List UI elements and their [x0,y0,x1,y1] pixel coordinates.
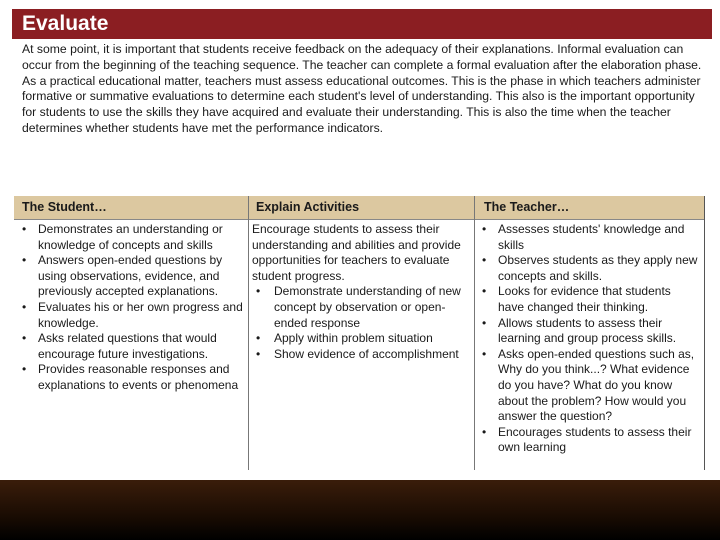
title-bar [12,9,712,39]
list-item: • Evaluates his or her own progress and knowledge. [22,300,244,331]
list-item: • Allows students to assess their learning and group process skills. [482,316,700,347]
footer-bar [0,480,720,540]
list-item: • Asks related questions that would encourage future investigations. [22,331,244,362]
intro-paragraph: At some point, it is important that students receive feedback on the adequacy of their explanations. Informal evaluation can occur from the beginning of the teaching sequence. The teacher can complete a formal evaluation after the elaboration phase. As a practical educational matter, teachers must assess educational outcomes. This is the phase in which teachers administer formative or summative evaluations to determine each student's level of understanding. This also is the important opportunity for students to use the skills they have acquired and evaluate their understanding. This is also the time when the teacher determines whether students have met the performance indicators. [22,42,702,135]
list-item: • Asks open-ended questions such as, Why do you think...? What evidence do you have? What do you know about the problem? How would you answer the question? [482,347,700,425]
header-student: The Student… [22,200,107,214]
slide-title: Evaluate [22,12,109,35]
header-explain-activities: Explain Activities [256,200,360,214]
list-item: • Observes students as they apply new concepts and skills. [482,253,700,284]
list-item: • Demonstrates an understanding or knowledge of concepts and skills [22,222,244,253]
list-item: • Encourages students to assess their own learning [482,425,700,456]
list-item: • Apply within problem situation [256,331,468,347]
table-header [14,196,704,220]
list-item: • Show evidence of accomplishment [256,347,468,363]
column-divider [248,196,249,470]
activities-table [14,196,705,470]
list-item: • Provides reasonable responses and explanations to events or phenomena [22,362,244,393]
explain-column [252,222,468,362]
list-item: • Assesses students' knowledge and skills [482,222,700,253]
list-item: • Answers open-ended questions by using observations, evidence, and previously accepted explanations. [22,253,244,300]
list-item: • Looks for evidence that students have changed their thinking. [482,284,700,315]
explain-intro: Encourage students to assess their understanding and abilities and provide opportunities for teachers to evaluate student progress. [252,222,461,283]
teacher-column [482,222,700,456]
list-item: • Demonstrate understanding of new concept by observation or open-ended response [256,284,468,331]
column-divider [474,196,475,470]
header-teacher: The Teacher… [484,200,570,214]
student-column [22,222,244,394]
